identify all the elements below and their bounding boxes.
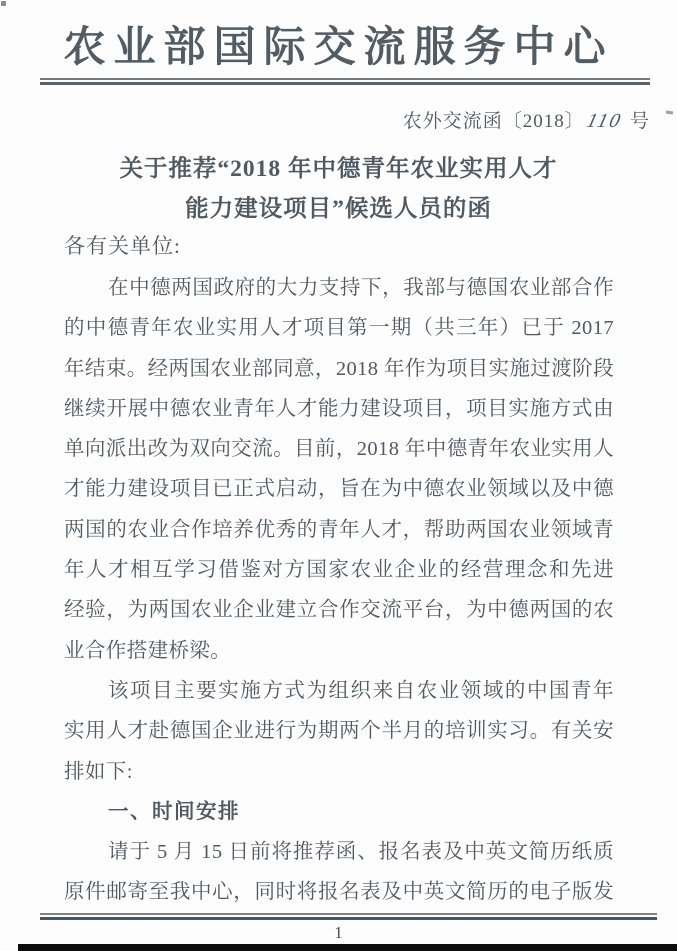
page-number: 1	[334, 923, 343, 942]
body-line: 年人才相互学习借鉴对方国家农业企业的经营理念和先进	[64, 559, 614, 582]
body-line: 的中德青年农业实用人才项目第一期（共三年）已于 2017	[64, 317, 614, 340]
body-line: 才能力建设项目已正式启动，旨在为中德农业领域以及中德	[64, 478, 614, 501]
letterhead-rule	[40, 78, 650, 85]
doc-number-suffix: 号	[629, 111, 650, 132]
body-line: 业合作搭建桥梁。	[64, 639, 232, 662]
title-line-2: 能力建设项目”候选人员的函	[185, 196, 492, 222]
doc-number	[403, 106, 650, 133]
letterhead-rule-thin	[40, 78, 650, 80]
title-line-1: 关于推荐“2018 年中德青年农业实用人才	[119, 156, 558, 182]
body-line: 经验，为两国农业企业建立合作交流平台，为中德两国的农	[64, 599, 614, 622]
section-heading: 一、时间安排	[108, 800, 240, 823]
footer-rule-thick	[40, 917, 657, 920]
letterhead-title: 农业部国际交流服务中心	[63, 25, 614, 71]
body-line: 在中德两国政府的大力支持下，我部与德国农业部合作	[108, 277, 614, 299]
document-title	[0, 149, 677, 229]
letterhead-rule-thick	[40, 82, 650, 85]
body-line: 年结束。经两国农业部同意，2018 年作为项目实施过渡阶段	[64, 357, 614, 380]
doc-number-prefix: 农外交流函〔2018〕	[402, 111, 585, 132]
body-line: 该项目主要实施方式为组织来自农业领域的中国青年	[108, 679, 614, 702]
body-line: 单向派出改为双向交流。目前，2018 年中德青年农业实用人	[64, 438, 614, 461]
salutation: 各有关单位:	[64, 234, 181, 258]
body-line: 继续开展中德农业青年人才能力建设项目，项目实施方式由	[64, 397, 614, 420]
doc-number-handwritten: 110	[584, 110, 625, 132]
scan-artifact-right-mark	[666, 111, 673, 115]
footer-rule-thin	[40, 913, 657, 915]
footer-rule	[40, 913, 657, 920]
body-line: 排如下:	[64, 760, 133, 783]
body-line: 原件邮寄至我中心，同时将报名表及中英文简历的电子版发	[64, 881, 614, 904]
scan-artifact-top-left	[1, 1, 6, 6]
document-body	[64, 268, 614, 913]
body-line: 两国的农业合作培养优秀的青年人才，帮助两国农业领域青	[64, 518, 614, 541]
body-line: 实用人才赴德国企业进行为期两个半月的培训实习。有关安	[64, 720, 614, 743]
body-line: 请于 5 月 15 日前将推荐函、报名表及中英文简历纸质	[108, 841, 614, 864]
scan-artifact-bottom-edge	[18, 944, 677, 951]
